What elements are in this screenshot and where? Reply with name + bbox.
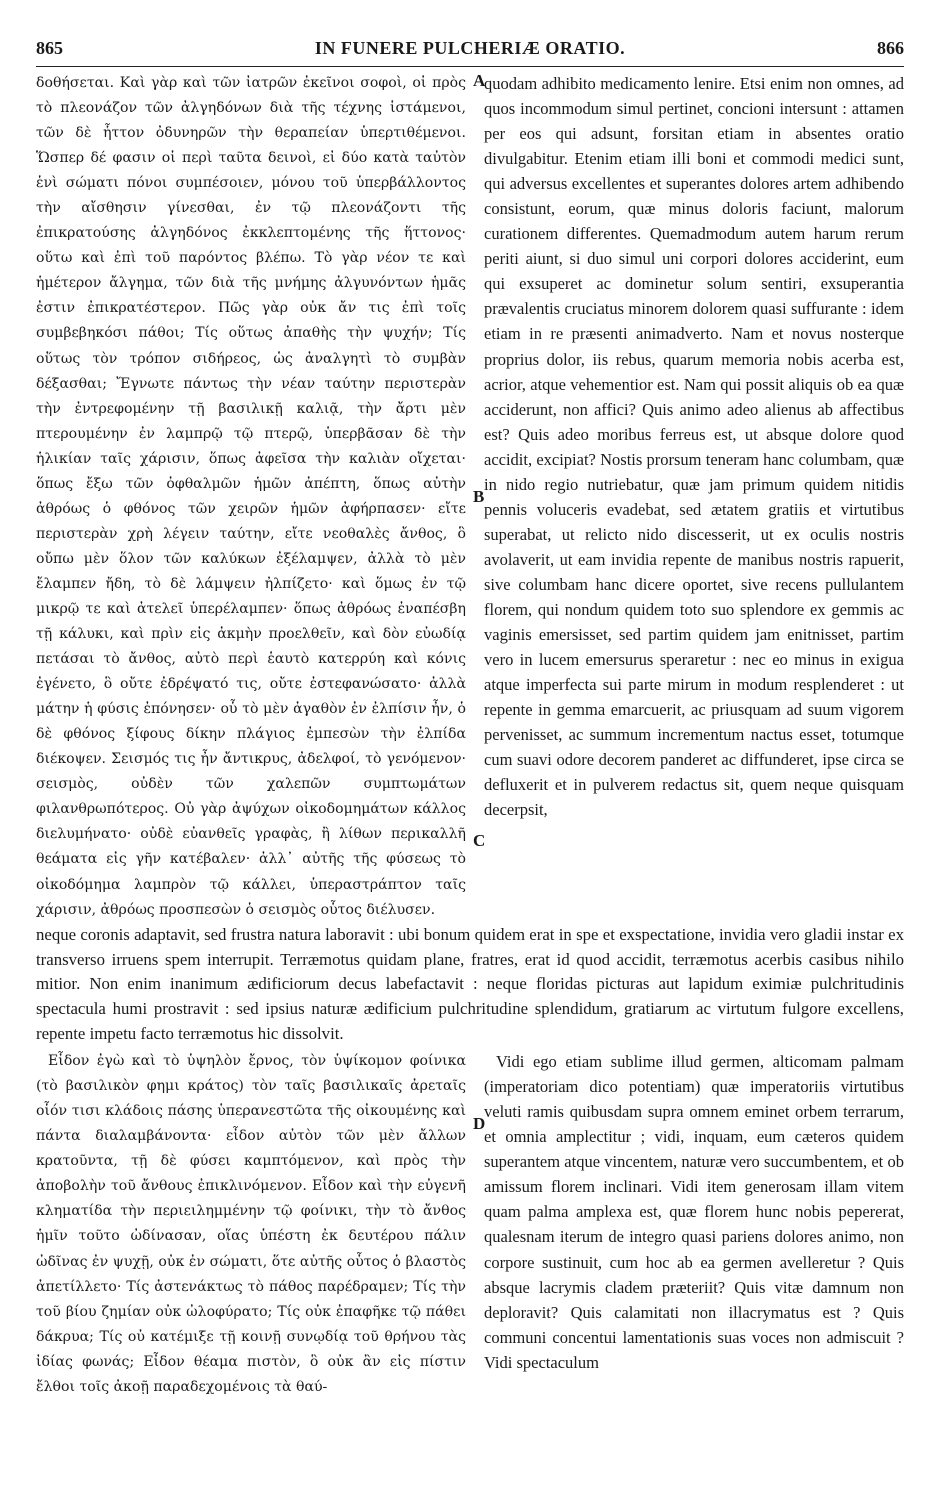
page-number-right: 866 — [877, 38, 904, 58]
section-marker-b: B — [473, 487, 485, 506]
section-marker-a: A — [473, 71, 486, 90]
full-width-latin-paragraph: neque coronis adaptavit, sed frustra natura laboravit : ubi bonum quidem erat in spe et exspectatione, invidia vero gladii instar ex transverso irruens spem interrupit. Terræmotus quidam plane, fratres, erat id quod accidit, terræmotus acerbis casibus nihilo mitior. Non enim inanimum ædificiorum decus labefactavit : neque floridas picturas aut lapidum eximiæ pulchritudinis spectacula humi prostravit : sed ipsius naturæ ædificium pulchritudine splendidum, gratiarum ac virtutum fulgore excellens, repente impetu facto terræmotus hic dissolvit. — [36, 924, 904, 1044]
running-title: IN FUNERE PULCHERIÆ ORATIO. — [314, 38, 626, 58]
text-body — [36, 71, 904, 1400]
running-header — [36, 36, 904, 67]
section-marker-d: D — [473, 1114, 486, 1133]
latin-paragraph: quodam adhibito medicamento lenire. Etsi enim non omnes, ad quos incommodum simul pertinet, concioni intersunt : attamen per eos qui adsunt, forsitan etiam in absentes oratio divulgabitur. Etenim etiam illi boni et commodi medici sunt, qui adversus excellentes et superantes dolores artem adhibendo consistunt, eorum, quæ minus doloris faciunt, malorum curationem differentes. Quemadmodum autem harum rerum periti aiunt, si duo simul uni corpori dolores acciderint, eum qui exsuperet ac dominetur solum sentiri, exsuperantia prævalentis cruciatus minorem dolorem quasi suffurante : idem etiam in re præsenti animadverto. Nam et novus nosterque proprius dolor, iis rebus, quarum memoria nobis acerba est, acrior, atque vehementior est. Nam qui possit aliquis ob ea quæ acciderunt, non affici? Quis animo adeo alienus ab affectibus est? Quis adeo moribus ferreus est, ut absque dolore quod accidit, excipiat? Nostis prorsum teneram hanc columbam, quæ in nido regio nutriebatur, quæ jam primum quidem nitidis pennis voluceris evadebat, sed ætatem gratiis et virtutibus superabat, ut relicto nido discesserit, ut ex oculis nostris avolaverit, ut eam invidia repente de manibus nostris rapuerit, sive columbam hanc dicere oportet, sive recens pullulantem florem, qui nondum quidem toto suo splendore ex gemmis ac vaginis emersisset, sed partim quidem jam enitnisset, partim vero in lucem emersurus speraretur : nec eo minus in exigua atque imperfecta sui parte mirum in modum resplenderet : ut repente in gemma emarcuerit, ac priusquam ad suum vigorem pervenisset, ac summum incrementum nactus esset, totumque cum suavi odore decorem panderet ac diffunderet, ipse circa se defluxerit et in pulverem redactus sit, quem neque quisquam decerpsit, — [484, 74, 904, 820]
greek-column-2 — [36, 1049, 466, 1400]
page-number-left: 865 — [36, 38, 63, 58]
latin-paragraph-2: Vidi ego etiam sublime illud germen, alticomam palmam (imperatoriam dico potentiam) quæ imperatoriis virtutibus veluti ramis quibusdam supra omnem eminet orbem terrarum, et omnia amplectitur ; vidi, inquam, eum cæteros quidem superantem atque vincentem, naturæ vero succumbentem, et ob amissum florem inclinari. Vidi item generosam illam vitem quam palma amplexa est, quæ florem hunc nobis pepererat, qualesnam iterum de integro quasi pariens dolores animo, non corpore sustinuit, cum hoc ab ea germen avelleretur ? Quis absque lacrymis cladem præteriit? Quis vitæ damnum non deploravit? Quis calamitati non illacrymatus est ? Quis communi concentui lamentationis suas voces non admiscuit ? Vidi spectaculum — [484, 1052, 904, 1372]
greek-paragraph-2: Εἶδον ἐγὼ καὶ τὸ ὑψηλὸν ἔρνος, τὸν ὑψίκομον φοίνικα (τὸ βασιλικὸν φημι κράτος) τὸν ταῖς βασιλικαῖς ἀρεταῖς οἷόν τισι κλάδοις πάσης ὑπερανεστῶτα τῆς οἰκουμένης καὶ πάντα διαλαμβάνοντα· εἶδον αὐτὸν τῶν μὲν ἄλλων κρατοῦντα, τῇ δὲ φύσει καμπτόμενον, καὶ πρὸς τὴν ἀποβολὴν τοῦ ἄνθους ἐπικλινόμενον. Εἶδον καὶ τὴν εὐγενῆ κληματίδα τὴν περιειλημμένην τῷ φοίνικι, τὴν τὸ ἄνθος ἡμῖν τοῦτο ὠδίνασαν, οἵας ὑπέστη ἐκ δευτέρου πάλιν ὠδῖνας ἐν ψυχῇ, οὐκ ἐν σώματι, ὅτε αὐτῆς οὗτος ὁ βλαστὸς ἀπετίλλετο· Τίς ἀστενάκτως τὸ πάθος παρέδραμεν; Τίς τὴν τοῦ βίου ζημίαν οὐκ ὠλοφύρατο; Τίς οὐκ ἐπαφῆκε τῷ πάθει δάκρυα; Τίς οὐ κατέμιξε τῇ κοινῇ συνῳδίᾳ τοῦ θρήνου τὰς ἰδίας φωνάς; Εἶδον θέαμα πιστὸν, ὃ οὐκ ἂν εἰς πίστιν ἔλθοι τοῖς ἀκοῇ παραδεχομένοις τὰ θαύ- — [36, 1053, 466, 1395]
greek-paragraph: δοθήσεται. Καὶ γὰρ καὶ τῶν ἰατρῶν ἐκεῖνοι σοφοὶ, οἱ πρὸς τὸ πλεονάζον τῶν ἀλγηδόνων διὰ τῆς τέχνης ἱστάμενοι, τῶν δὲ ἧττον ὀδυνηρῶν τὴν θεραπείαν ὑπερτιθέμενοι. Ὥσπερ δέ φασιν οἱ περὶ ταῦτα δεινοὶ, εἰ δύο κατὰ ταὐτὸν ἑνὶ σώματι πόνοι συμπέσοιεν, μόνου τοῦ ὑπερβάλλοντος τὴν αἴσθησιν γίνεσθαι, ἐν τῷ πλεονάζοντι τῆς ἐπικρατούσης ἀλγηδόνος ἐκκλεπτομένης τῆς ἥττονος· οὕτω καὶ ἐπὶ τοῦ παρόντος βλέπω. Τὸ γὰρ νέον τε καὶ ἡμέτερον ἄλγημα, τῶν διὰ τῆς μνήμης ἀλγυνόντων ἡμᾶς ἐστιν ἐπικρατέστερον. Πῶς γὰρ οὐκ ἄν τις ἐπὶ τοῖς συμβεβηκόσι πάθοι; Τίς οὕτως ἀπαθὴς τὴν ψυχήν; Τίς οὕτως τὸν τρόπον σιδήρεος, ὡς ἀναλγητὶ τὸ συμβὰν δέξασθαι; Ἔγνωτε πάντως τὴν νέαν ταύτην περιστερὰν τὴν ἐντρεφομένην τῇ βασιλικῇ καλιᾷ, τὴν ἄρτι μὲν πτερουμένην ἐν λαμπρῷ τῷ πτερῷ, ὑπερβᾶσαν δὲ τὴν ἡλικίαν ταῖς χάρισιν, ὅπως ἀφεῖσα τὴν καλιὰν οἴχεται· ὅπως ἔξω τῶν ὀφθαλμῶν ἡμῶν ἀπέπτη, ὅπως αὐτὴν ἀθρόως ὁ φθόνος τῶν χειρῶν ἡμῶν ἀφήρπασεν· εἴτε περιστερὰν χρὴ λέγειν ταύτην, εἴτε νεοθαλὲς ἄνθος, ὃ οὔπω μὲν ὅλον τῶν καλύκων ἐξέλαμψεν, ἀλλὰ τὸ μὲν ἔλαμπεν ἤδη, τὸ δὲ λάμψειν ἠλπίζετο· καὶ ὅμως ἐν τῷ μικρῷ τε καὶ ἀτελεῖ ὑπερέλαμπεν· ὅπως ἀθρόως ἐναπέσβη τῇ κάλυκι, καὶ πρὶν εἰς ἀκμὴν προελθεῖν, καὶ δὸν εὐωδίᾳ πετάσαι τὸ ἄνθος, αὐτὸ περὶ ἑαυτὸ κατερρύη καὶ κόνις ἐγένετο, ὃ οὔτε ἐδρέψατό τις, οὔτε ἐστεφανώσατο· ἀλλὰ μάτην ἡ φύσις ἐπόνησεν· οὗ τὸ μὲν ἀγαθὸν ἐν ἐλπίσιν ἦν, ὁ δὲ φθόνος ξίφους δίκην πλάγιος ἐμπεσὼν τὴν ἐλπίδα διέκοψεν. Σεισμός τις ἦν ἄντικρυς, ἀδελφοί, τὸ γενόμενον· σεισμὸς, οὐδὲν τῶν χαλεπῶν συμπτωμάτων φιλανθρωπότερος. Οὐ γὰρ ἀψύχων οἰκοδομημάτων κάλλος διελυμήνατο· οὐδὲ εὐανθεῖς γραφὰς, ἢ λίθων περικαλλῆ θεάματα εἰς γῆν κατέβαλεν· ἀλλ᾽ αὐτῆς τῆς φύσεως τὸ οἰκοδόμημα λαμπρὸν τῷ κάλλει, ὑπεραστράπτον ταῖς χάρισιν, ἀθρόως προσπεσὼν ὁ σεισμὸς οὗτος διέλυσεν. — [36, 75, 466, 918]
section-marker-c: C — [473, 831, 486, 850]
parallel-columns-bottom — [36, 1049, 904, 1400]
latin-column-2 — [484, 1049, 904, 1400]
greek-column — [36, 71, 466, 923]
parallel-columns-top — [36, 71, 904, 923]
latin-column — [484, 71, 904, 923]
